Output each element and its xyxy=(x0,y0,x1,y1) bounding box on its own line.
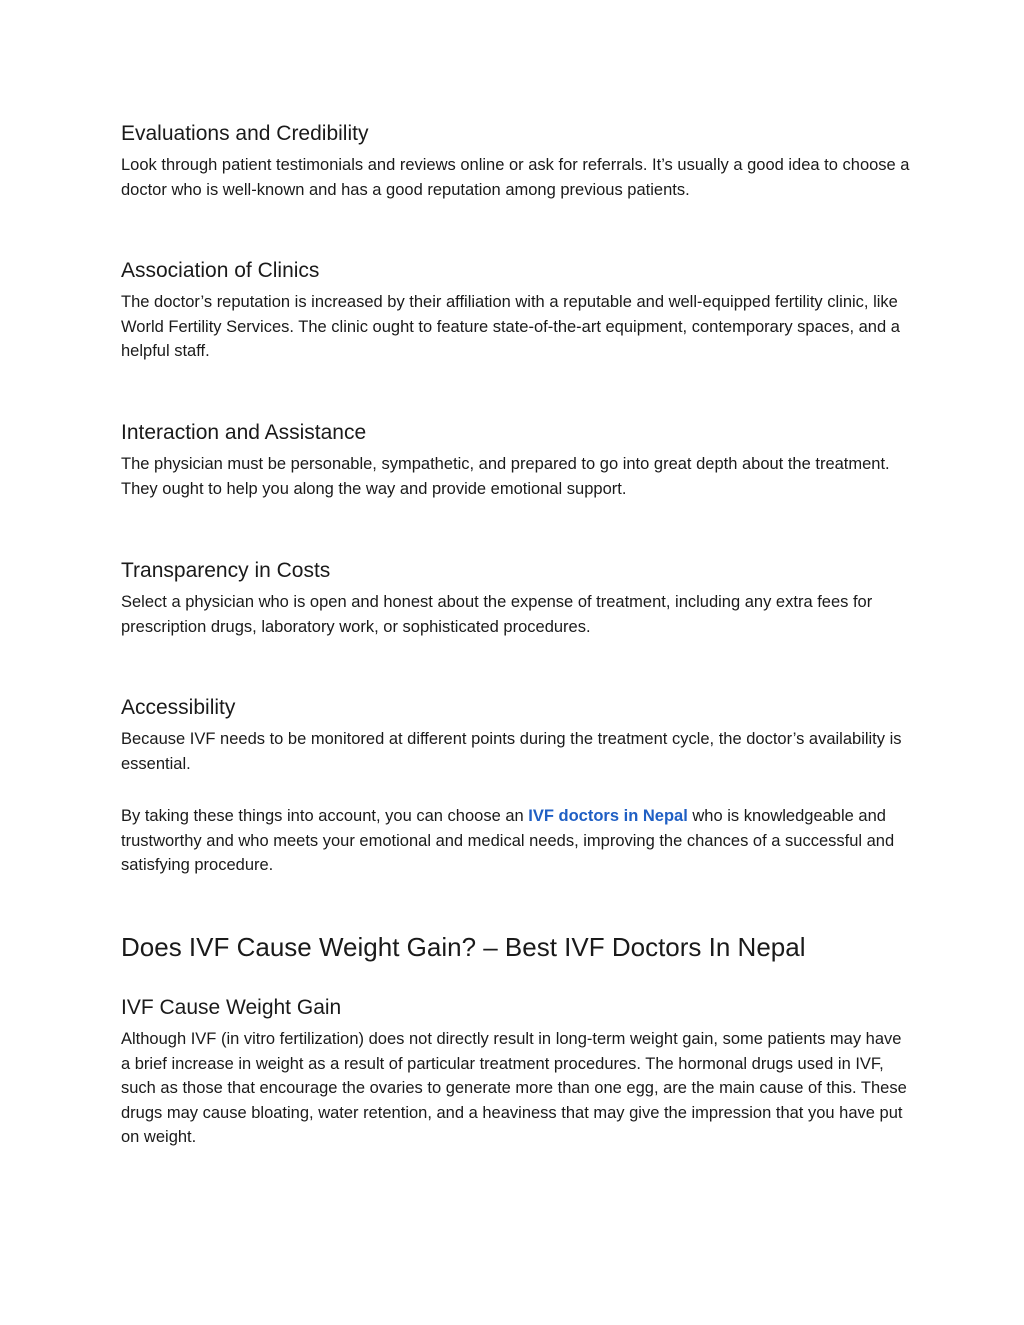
section-evaluations xyxy=(121,121,911,202)
section-accessibility xyxy=(121,695,911,776)
article-title: Does IVF Cause Weight Gain? – Best IVF Doctors In Nepal xyxy=(121,932,806,962)
section-body: Select a physician who is open and honest about the expense of treatment, including any extra fees for prescription drugs, laboratory work, or sophisticated procedures. xyxy=(121,593,873,636)
section-body: The physician must be personable, sympathetic, and prepared to go into great depth about the treatment. They ought to help you along the way and provide emotional support. xyxy=(121,455,890,498)
section-body: Because IVF needs to be monitored at different points during the treatment cycle, the doctor’s availability is essential. xyxy=(121,730,902,773)
conclusion-before: By taking these things into account, you can choose an xyxy=(121,807,529,825)
section-heading: Transparency in Costs xyxy=(121,559,331,582)
conclusion-after: who is knowledgeable and trustworthy and who meets your emotional and medical needs, improving the chances of a successful and satisfying procedure. xyxy=(121,807,895,874)
section-heading: IVF Cause Weight Gain xyxy=(121,996,342,1019)
conclusion-text xyxy=(121,804,911,878)
section-weight-gain xyxy=(121,995,911,1150)
section-heading: Association of Clinics xyxy=(121,259,320,282)
section-transparency xyxy=(121,558,911,639)
section-body: Look through patient testimonials and reviews online or ask for referrals. It’s usually a good idea to choose a doctor who is well-known and has a good reputation among previous patients. xyxy=(121,156,910,199)
section-body: Although IVF (in vitro fertilization) does not directly result in long-term weight gain, some patients may have a brief increase in weight as a result of particular treatment procedures. The hormonal drugs used in IVF, such as those that encourage the ovaries to generate more than one egg, are the main cause of this. These drugs may cause bloating, water retention, and a heaviness that may give the impression that you have put on weight. xyxy=(121,1030,907,1146)
section-interaction xyxy=(121,420,911,501)
conclusion-paragraph xyxy=(121,804,911,878)
section-association xyxy=(121,258,911,364)
article-title-block xyxy=(121,931,911,963)
section-body: The doctor’s reputation is increased by their affiliation with a reputable and well-equipped fertility clinic, like World Fertility Services. The clinic ought to feature state-of-the-art equipment, contemporary spaces, and a helpful staff. xyxy=(121,293,900,360)
section-heading: Interaction and Assistance xyxy=(121,421,367,444)
section-heading: Accessibility xyxy=(121,696,236,719)
ivf-doctors-link[interactable]: IVF doctors in Nepal xyxy=(528,807,688,825)
section-heading: Evaluations and Credibility xyxy=(121,122,369,145)
